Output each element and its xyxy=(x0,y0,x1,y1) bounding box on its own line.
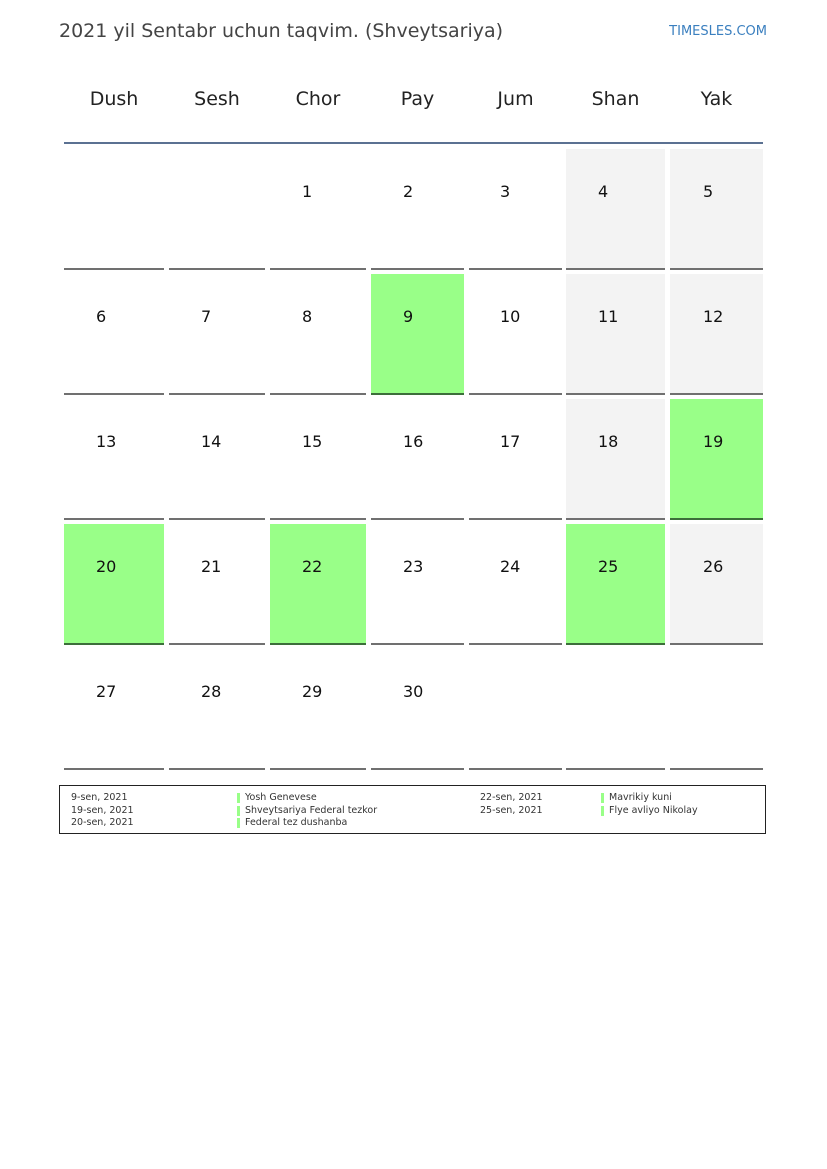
day-number: 3 xyxy=(500,182,511,201)
day-number: 9 xyxy=(403,307,414,326)
day-number: 24 xyxy=(500,557,521,576)
day-number: 23 xyxy=(403,557,424,576)
day-number: 28 xyxy=(201,682,222,701)
day-cell-23[interactable] xyxy=(371,524,464,645)
day-number: 30 xyxy=(403,682,424,701)
day-number: 15 xyxy=(302,432,323,451)
day-cell-24[interactable] xyxy=(469,524,562,645)
day-cell-3[interactable] xyxy=(469,149,562,270)
day-number: 1 xyxy=(302,182,313,201)
day-number: 19 xyxy=(703,432,724,451)
holiday-marker xyxy=(601,793,604,803)
day-number: 11 xyxy=(598,307,619,326)
weekday-label: Dush xyxy=(89,88,139,110)
day-cell-22[interactable] xyxy=(270,524,366,645)
page-title: 2021 yil Sentabr uchun taqvim. (Shveytsariya) xyxy=(59,20,504,42)
holiday-date: 20-sen, 2021 xyxy=(71,817,134,828)
day-number: 22 xyxy=(302,557,323,576)
weekday-label: Yak xyxy=(700,88,733,110)
day-number: 10 xyxy=(500,307,521,326)
day-cell-7[interactable] xyxy=(169,274,265,395)
holiday-marker xyxy=(237,806,240,816)
day-number: 5 xyxy=(703,182,714,201)
day-cell-9[interactable] xyxy=(371,274,464,395)
day-cell-28[interactable] xyxy=(169,649,265,770)
day-number: 4 xyxy=(598,182,609,201)
holiday-date: 9-sen, 2021 xyxy=(71,792,128,803)
weekday-label: Chor xyxy=(295,88,341,110)
holiday-name: Federal tez dushanba xyxy=(245,817,348,828)
day-number: 14 xyxy=(201,432,222,451)
day-number: 21 xyxy=(201,557,222,576)
day-cell-27[interactable] xyxy=(64,649,164,770)
holiday-name: Yosh Genevese xyxy=(245,792,317,803)
empty-day-cell xyxy=(670,649,763,770)
day-number: 25 xyxy=(598,557,619,576)
holiday-marker xyxy=(237,818,240,828)
holiday-name: Flye avliyo Nikolay xyxy=(609,805,698,816)
day-cell-17[interactable] xyxy=(469,399,562,520)
holiday-marker xyxy=(601,806,604,816)
holiday-name: Shveytsariya Federal tezkor xyxy=(245,805,378,816)
day-cell-15[interactable] xyxy=(270,399,366,520)
day-number: 17 xyxy=(500,432,521,451)
day-number: 8 xyxy=(302,307,313,326)
holiday-date: 22-sen, 2021 xyxy=(480,792,543,803)
day-number: 6 xyxy=(96,307,107,326)
day-number: 12 xyxy=(703,307,724,326)
holiday-date: 25-sen, 2021 xyxy=(480,805,543,816)
day-number: 26 xyxy=(703,557,724,576)
day-number: 20 xyxy=(96,557,117,576)
day-cell-12[interactable] xyxy=(670,274,763,395)
day-cell-26[interactable] xyxy=(670,524,763,645)
weekday-label: Shan xyxy=(591,88,640,110)
day-cell-18[interactable] xyxy=(566,399,665,520)
weekday-label: Jum xyxy=(497,88,534,110)
day-cell-29[interactable] xyxy=(270,649,366,770)
holiday-date: 19-sen, 2021 xyxy=(71,805,134,816)
day-cell-14[interactable] xyxy=(169,399,265,520)
day-number: 29 xyxy=(302,682,323,701)
day-cell-25[interactable] xyxy=(566,524,665,645)
day-number: 13 xyxy=(96,432,117,451)
day-cell-4[interactable] xyxy=(566,149,665,270)
day-cell-30[interactable] xyxy=(371,649,464,770)
empty-day-cell xyxy=(64,149,164,270)
weekday-label: Sesh xyxy=(194,88,240,110)
day-cell-21[interactable] xyxy=(169,524,265,645)
day-cell-16[interactable] xyxy=(371,399,464,520)
day-cell-8[interactable] xyxy=(270,274,366,395)
brand-link[interactable]: TIMESLES.COM xyxy=(669,24,767,39)
day-cell-11[interactable] xyxy=(566,274,665,395)
empty-day-cell xyxy=(469,649,562,770)
empty-day-cell xyxy=(169,149,265,270)
day-cell-10[interactable] xyxy=(469,274,562,395)
holiday-legend xyxy=(59,785,766,834)
day-cell-19[interactable] xyxy=(670,399,763,520)
day-cell-2[interactable] xyxy=(371,149,464,270)
day-cell-1[interactable] xyxy=(270,149,366,270)
day-number: 2 xyxy=(403,182,414,201)
day-cell-20[interactable] xyxy=(64,524,164,645)
day-number: 18 xyxy=(598,432,619,451)
day-number: 16 xyxy=(403,432,424,451)
holiday-name: Mavrikiy kuni xyxy=(609,792,672,803)
weekday-label: Pay xyxy=(400,88,435,110)
day-cell-6[interactable] xyxy=(64,274,164,395)
holiday-marker xyxy=(237,793,240,803)
day-number: 7 xyxy=(201,307,212,326)
day-cell-13[interactable] xyxy=(64,399,164,520)
day-number: 27 xyxy=(96,682,117,701)
day-cell-5[interactable] xyxy=(670,149,763,270)
empty-day-cell xyxy=(566,649,665,770)
